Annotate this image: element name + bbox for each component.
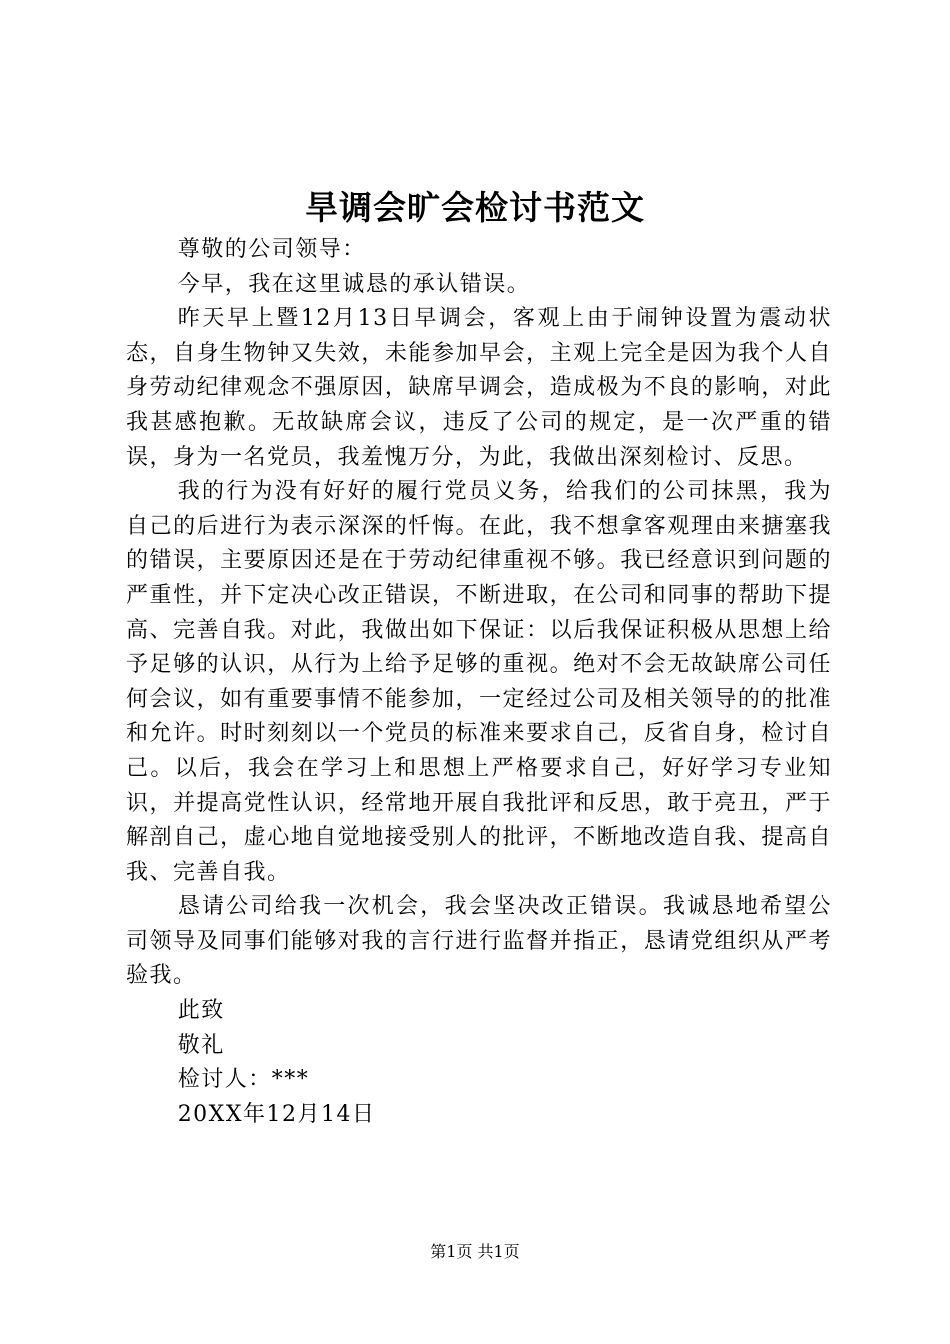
page-footer: 第1页 共1页 (430, 1242, 520, 1261)
salutation: 尊敬的公司领导： (177, 237, 366, 262)
document-body (126, 233, 832, 1132)
paragraph-1: 今早，我在这里诚恳的承认错误。 (177, 271, 531, 297)
paragraph-4: 恳请公司给我一次机会，我会坚决改正错误。我诚恳地希望公司领导及同事们能够对我的言行进行监督并指正，恳请党组织从严考验我。 (126, 894, 832, 989)
paragraph-3: 我的行为没有好好的履行党员义务，给我们的公司抹黑，我为自己的后进行为表示深深的忏悔。在此，我不想拿客观理由来搪塞我的错误，主要原因还是在于劳动纪律重视不够。我已经意识到问题的严重性，并下定决心改正错误，不断进取，在公司和同事的帮助下提高、完善自我。对此，我做出如下保证：以后我保证积极从思想上给予足够的认识，从行为上给予足够的重视。绝对不会无故缺席公司任何会议，如有重要事情不能参加，一定经过公司及相关领导的的批准和允许。时时刻刻以一个党员的标准来要求自己，反省自身，检讨自己。以后，我会在学习上和思想上严格要求自己，好好学习专业知识，并提高党性认识，经常地开展自我批评和反思，敢于亮丑，严于解剖自己，虚心地自觉地接受别人的批评，不断地改造自我、提高自我、完善自我。 (126, 479, 832, 885)
closing-line-1: 此致 (177, 998, 225, 1024)
signature: 检讨人：*** (177, 1067, 310, 1093)
paragraph-2: 昨天早上暨12月13日早调会，客观上由于闹钟设置为震动状态，自身生物钟又失效，未能参加早会，主观上完全是因为我个人自身劳动纪律观念不强原因，缺席早调会，造成极为不良的影响，对此我甚感抱歉。无故缺席会议，违反了公司的规定，是一次严重的错误，身为一名党员，我羞愧万分，为此，我做出深刻检讨、反思。 (126, 306, 832, 470)
closing-line-2: 敬礼 (177, 1032, 225, 1058)
document-title: 旱调会旷会检讨书范文 (305, 188, 645, 227)
date: 20XX年12月14日 (177, 1101, 376, 1127)
